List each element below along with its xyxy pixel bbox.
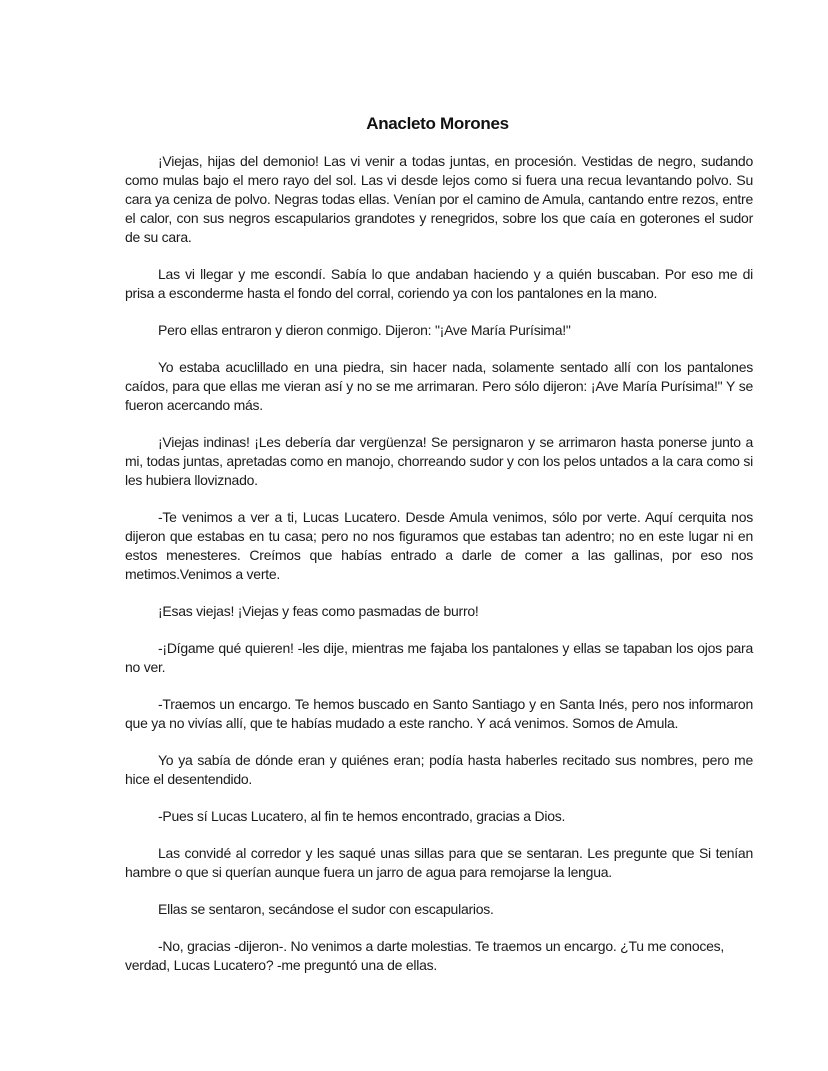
paragraph: Ellas se sentaron, secándose el sudor con escapularios. (158, 901, 494, 917)
document-body (125, 152, 753, 993)
paragraph: Yo ya sabía de dónde eran y quiénes eran; podía hasta haberles recitado sus nombres, pero me hice el desentendido. (125, 752, 753, 787)
paragraph: ¡Viejas, hijas del demonio! Las vi venir a todas juntas, en procesión. Vestidas de negro, sudando como mulas bajo el mero rayo del sol. Las vi desde lejos como si fuera una recua levantando polvo. Su cara ya ceniza de polvo. Negras todas ellas. Venían por el camino de Amula, cantando entre rezos, entre el calor, con sus negros escapularios grandotes y renegridos, sobre los que caía en goterones el sudor de su cara. (125, 153, 753, 245)
paragraph: -Pues sí Lucas Lucatero, al fin te hemos encontrado, gracias a Dios. (158, 808, 566, 824)
paragraph: -No, gracias -dijeron-. No venimos a darte molestias. Te traemos un encargo. ¿Tu me conoces, verdad, Lucas Lucatero? -me preguntó una de ellas. (125, 938, 725, 973)
paragraph: ¡Viejas indinas! ¡Les debería dar vergüenza! Se persignaron y se arrimaron hasta ponerse junto a mi, todas juntas, apretadas como en manojo, chorreando sudor y con los pelos untados a la cara como si les hubiera lloviznado. (125, 434, 753, 488)
paragraph: Yo estaba acuclillado en una piedra, sin hacer nada, solamente sentado allí con los pantalones caídos, para que ellas me vieran así y no se me arrimaran. Pero sólo dijeron: ¡Ave María Purísima!" Y se fueron acercando más. (125, 359, 753, 413)
paragraph: ¡Esas viejas! ¡Viejas y feas como pasmadas de burro! (158, 603, 479, 619)
document-title: Anacleto Morones (366, 114, 509, 133)
paragraph: -Te venimos a ver a ti, Lucas Lucatero. Desde Amula venimos, sólo por verte. Aquí cerquita nos dijeron que estabas en tu casa; pero no nos figuramos que estabas tan adentro; no en este lugar ni en estos menesteres. Creímos que habías entrado a darle de comer a las gallinas, por eso nos metimos.Venimos a verte. (125, 509, 753, 582)
paragraph: Las convidé al corredor y les saqué unas sillas para que se sentaran. Les pregunte que Si tenían hambre o que si querían aunque fuera un jarro de agua para remojarse la lengua. (125, 845, 753, 880)
paragraph: -Traemos un encargo. Te hemos buscado en Santo Santiago y en Santa Inés, pero nos informaron que ya no vivías allí, que te habías mudado a este rancho. Y acá venimos. Somos de Amula. (125, 696, 753, 731)
paragraph: Las vi llegar y me escondí. Sabía lo que andaban haciendo y a quién buscaban. Por eso me di prisa a esconderme hasta el fondo del corral, coriendo ya con los pantalones en la mano. (125, 266, 753, 301)
paragraph: Pero ellas entraron y dieron conmigo. Dijeron: "¡Ave María Purísima!" (158, 322, 571, 338)
paragraph: -¡Dígame qué quieren! -les dije, mientras me fajaba los pantalones y ellas se tapaban los ojos para no ver. (125, 640, 753, 675)
